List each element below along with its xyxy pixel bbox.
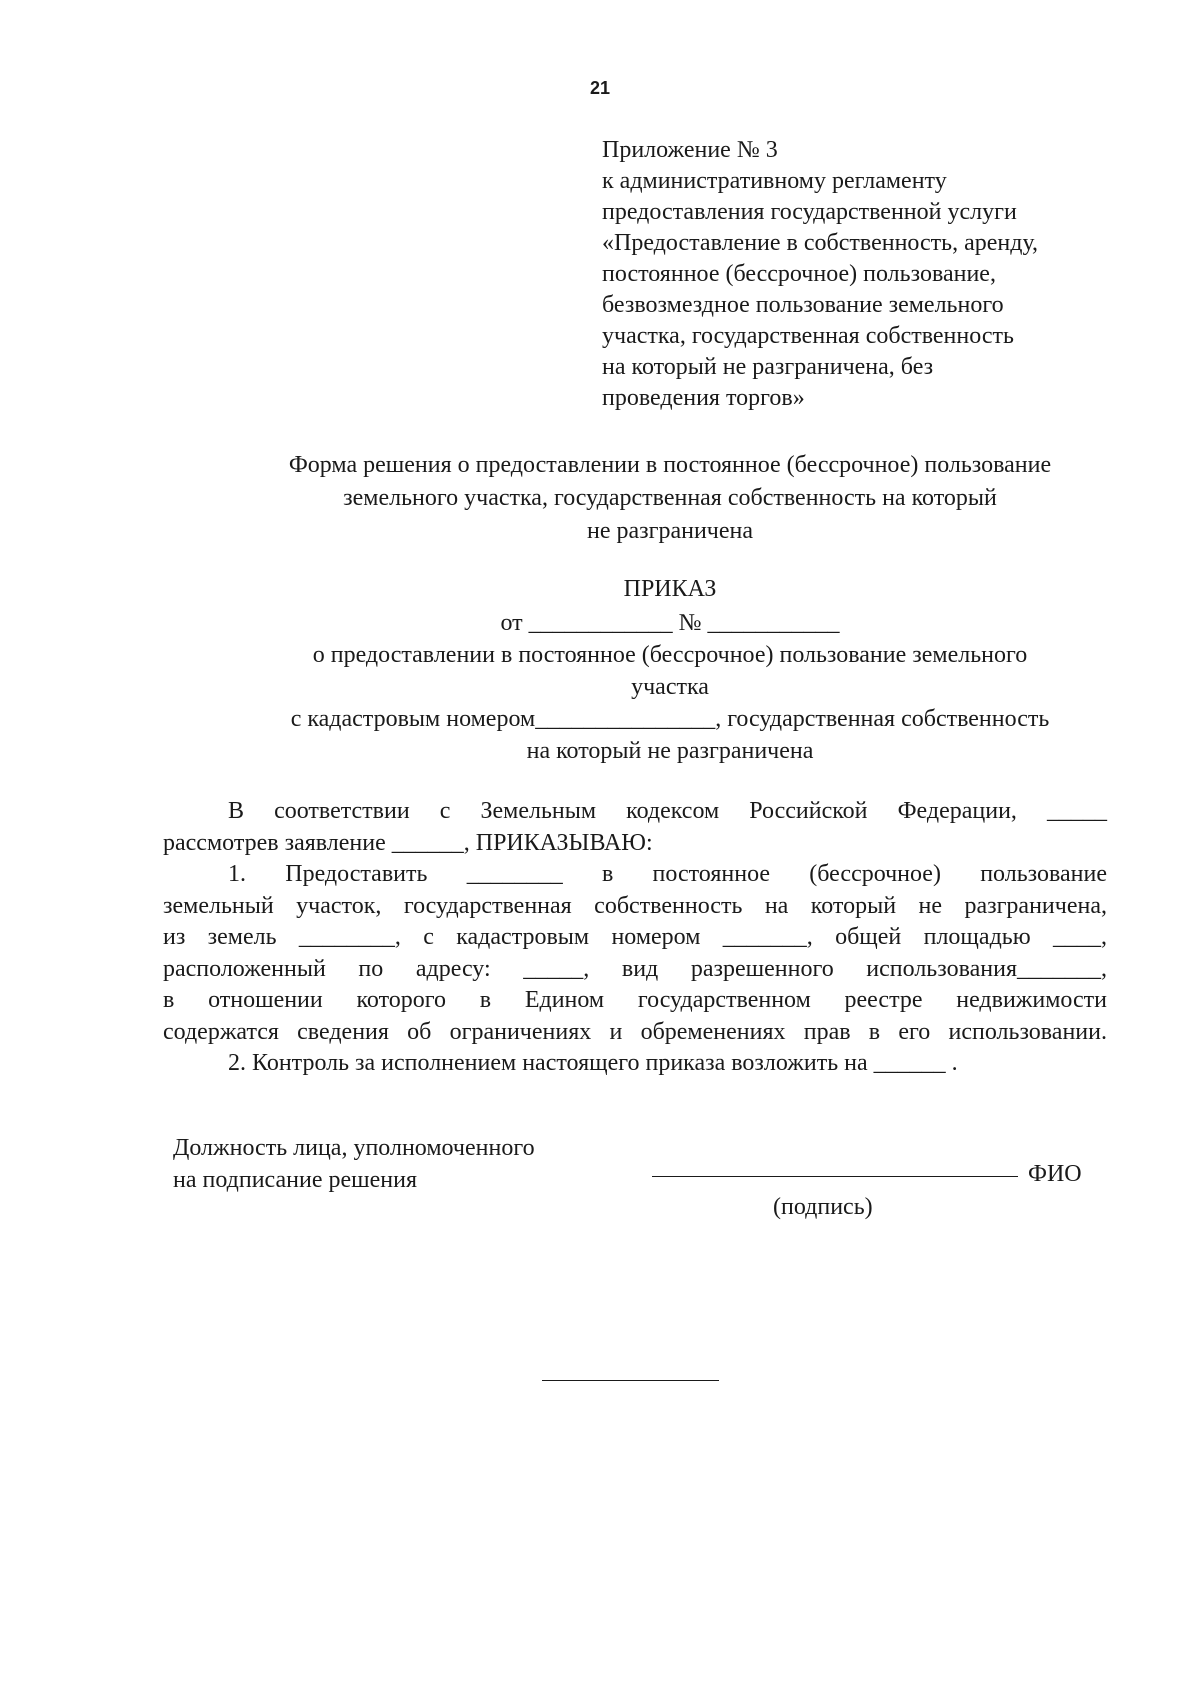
signature-caption: (подпись) — [773, 1194, 873, 1220]
appendix-line: участка, государственная собственность — [602, 323, 1014, 349]
order-date-line: от ____________ № ___________ — [500, 610, 840, 636]
signatory-position-line: на подписание решения — [173, 1167, 417, 1193]
appendix-line: проведения торгов» — [602, 385, 805, 411]
order-heading — [0, 573, 1200, 767]
body-line: в отношении которого в Едином государственном реестре недвижимости — [163, 987, 1107, 1013]
signatory-position — [173, 1132, 535, 1196]
form-title — [0, 449, 1200, 548]
appendix-line: безвозмездное пользование земельного — [602, 292, 1004, 318]
body-line: содержатся сведения об ограничениях и обременениях прав в его использовании. — [163, 1018, 1107, 1045]
order-subject-line: участка — [631, 674, 709, 700]
form-title-line: Форма решения о предоставлении в постоянное (бессрочное) пользование — [288, 452, 1052, 478]
signature-line — [652, 1176, 1018, 1177]
appendix-header — [602, 135, 1162, 414]
appendix-line: предоставления государственной услуги — [602, 199, 1017, 225]
body-line: 2. Контроль за исполнением настоящего приказа возложить на ______ . — [228, 1050, 958, 1076]
appendix-line: постоянное (бессрочное) пользование, — [602, 261, 996, 287]
appendix-line: Приложение № 3 — [602, 137, 778, 163]
appendix-line: «Предоставление в собственность, аренду, — [602, 230, 1039, 256]
body-line: из земель ________, с кадастровым номером _______, общей площадью ____, — [163, 924, 1107, 950]
form-title-line: не разграничена — [586, 518, 754, 544]
body-line: расположенный по адресу: _____, вид разрешенного использования_______, — [163, 955, 1107, 982]
order-body — [163, 796, 1107, 1080]
body-line: рассмотрев заявление ______, ПРИКАЗЫВАЮ: — [163, 829, 653, 856]
order-subject-line: на который не разграничена — [526, 738, 814, 764]
appendix-line: на который не разграничена, без — [602, 354, 934, 380]
order-subject-line: о предоставлении в постоянное (бессрочное) пользование земельного — [312, 642, 1028, 668]
body-line: 1. Предоставить ________ в постоянное (бессрочное) пользование — [228, 861, 1107, 887]
order-subject-line: с кадастровым номером_______________, государственная собственность — [290, 706, 1050, 732]
signatory-position-line: Должность лица, уполномоченного — [173, 1135, 535, 1161]
body-line: земельный участок, государственная собственность на который не разграничена, — [163, 892, 1107, 919]
order-title: ПРИКАЗ — [623, 576, 717, 602]
body-line: В соответствии с Земельным кодексом Российской Федерации, _____ — [228, 798, 1107, 824]
form-title-line: земельного участка, государственная собственность на который — [343, 485, 997, 511]
end-divider — [542, 1380, 719, 1381]
signatory-fio: ФИО — [1028, 1161, 1082, 1187]
page-number: 21 — [589, 78, 611, 98]
appendix-line: к административному регламенту — [602, 168, 947, 194]
